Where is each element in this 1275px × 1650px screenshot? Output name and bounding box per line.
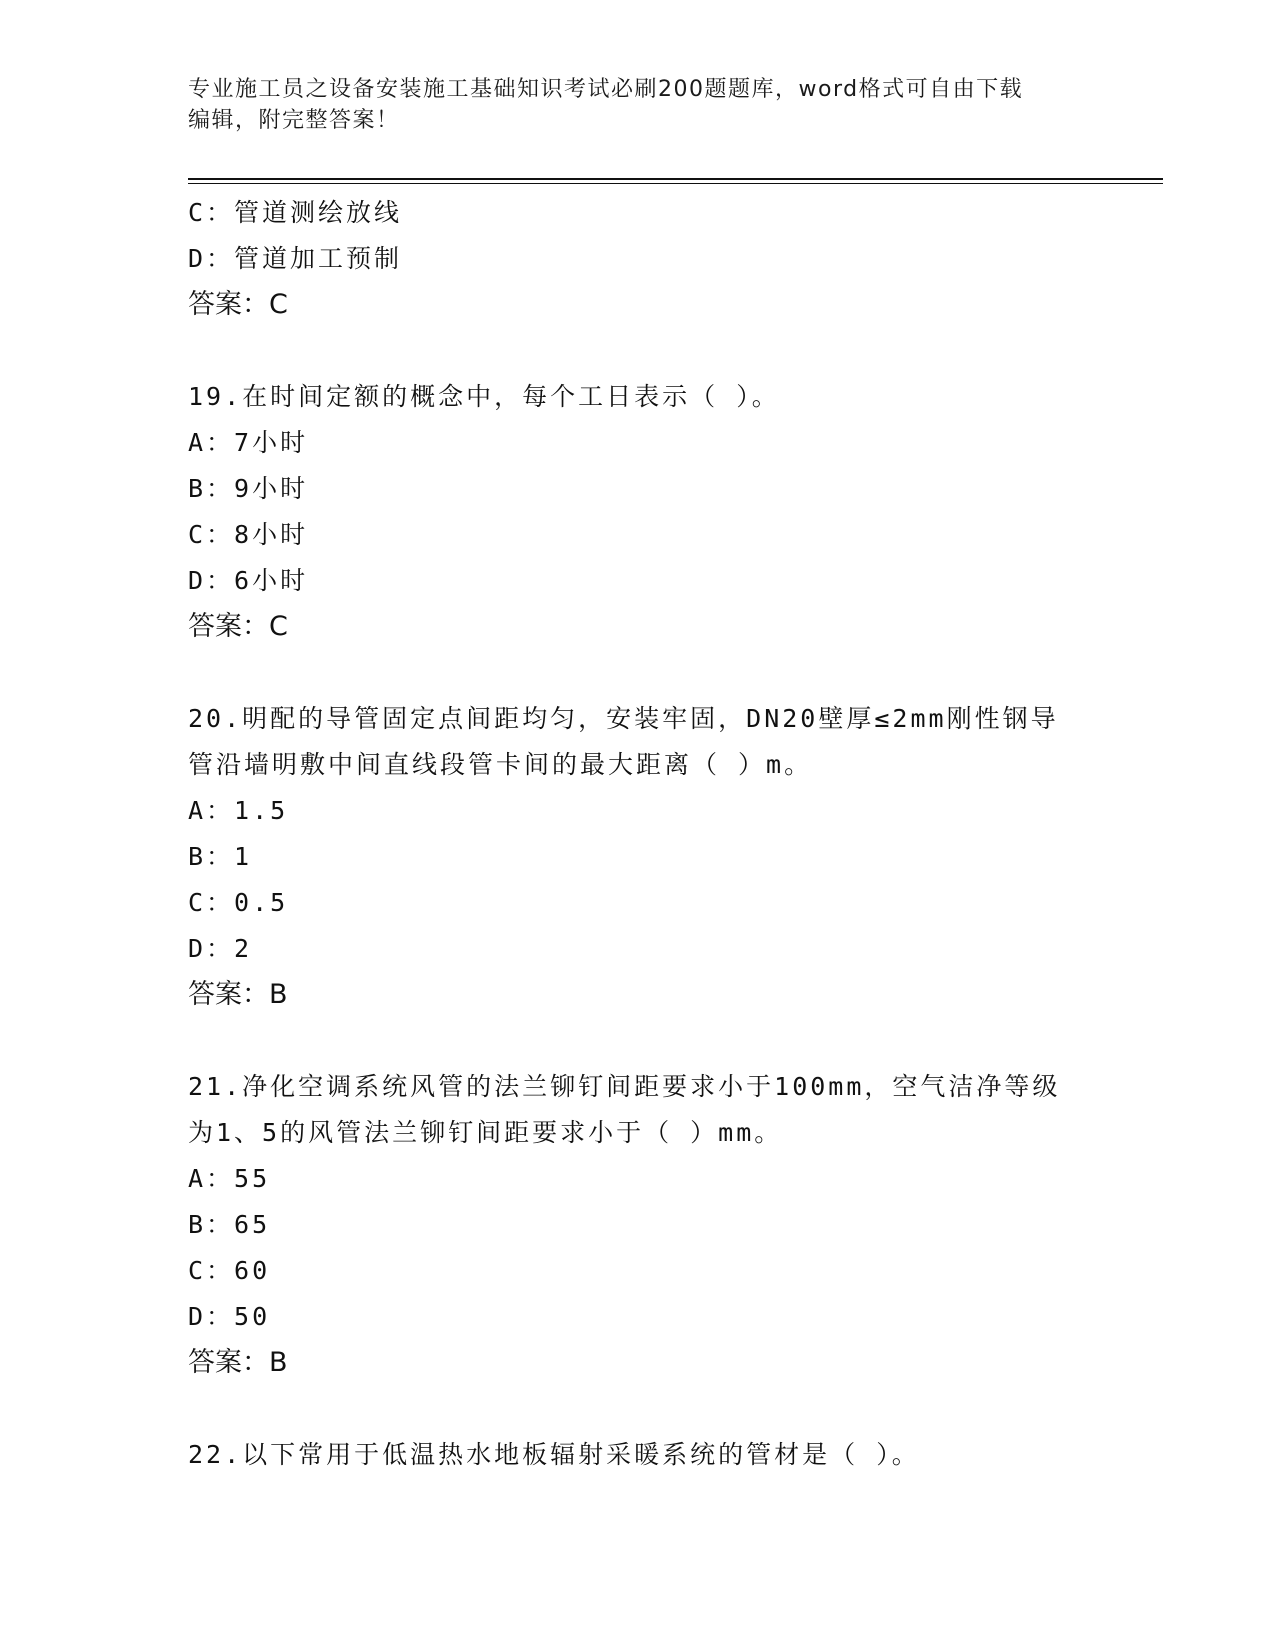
previous-question-tail (188, 190, 1088, 328)
spacer (188, 328, 1088, 374)
question-20 (188, 696, 1088, 1018)
answer-line: 答案：C (188, 611, 288, 642)
option-b: B：9小时 (188, 474, 309, 503)
question-stem-line-1: 21.净化空调系统风管的法兰铆钉间距要求小于100mm，空气洁净等级 (188, 1072, 1061, 1101)
option-c: C：8小时 (188, 520, 309, 549)
answer-line: 答案：B (188, 1347, 288, 1378)
option-c: C：0.5 (188, 888, 289, 917)
question-stem-line-2: 为1、5的风管法兰铆钉间距要求小于（ ）mm。 (188, 1118, 783, 1147)
question-stem-line-1: 20.明配的导管固定点间距均匀，安装牢固，DN20壁厚≤2mm刚性钢导 (188, 704, 1059, 733)
question-list (188, 190, 1088, 1478)
option-b: B：1 (188, 842, 253, 871)
answer-line: 答案：C (188, 289, 288, 320)
header-divider-thin (188, 183, 1163, 184)
option-c: C：管道测绘放线 (188, 198, 403, 227)
question-stem: 19.在时间定额的概念中，每个工日表示（ ）。 (188, 382, 780, 411)
option-d: D：50 (188, 1302, 271, 1331)
question-22 (188, 1432, 1088, 1478)
document-header (188, 74, 1068, 136)
option-d: D：2 (188, 934, 253, 963)
header-divider-thick (188, 178, 1163, 180)
option-d: D：管道加工预制 (188, 244, 403, 273)
answer-line: 答案：B (188, 979, 288, 1010)
option-a: A：7小时 (188, 428, 309, 457)
option-a: A：55 (188, 1164, 271, 1193)
option-b: B：65 (188, 1210, 271, 1239)
question-stem: 22.以下常用于低温热水地板辐射采暖系统的管材是（ ）。 (188, 1440, 920, 1469)
spacer (188, 650, 1088, 696)
spacer (188, 1386, 1088, 1432)
header-title-line-2: 编辑，附完整答案！ (188, 108, 400, 133)
option-a: A：1.5 (188, 796, 289, 825)
spacer (188, 1018, 1088, 1064)
question-stem-line-2: 管沿墙明敷中间直线段管卡间的最大距离（ ）m。 (188, 750, 813, 779)
header-title-line-1: 专业施工员之设备安装施工基础知识考试必刷200题题库，word格式可自由下载 (188, 77, 1024, 102)
question-21 (188, 1064, 1088, 1386)
question-19 (188, 374, 1088, 650)
option-c: C：60 (188, 1256, 271, 1285)
option-d: D：6小时 (188, 566, 309, 595)
